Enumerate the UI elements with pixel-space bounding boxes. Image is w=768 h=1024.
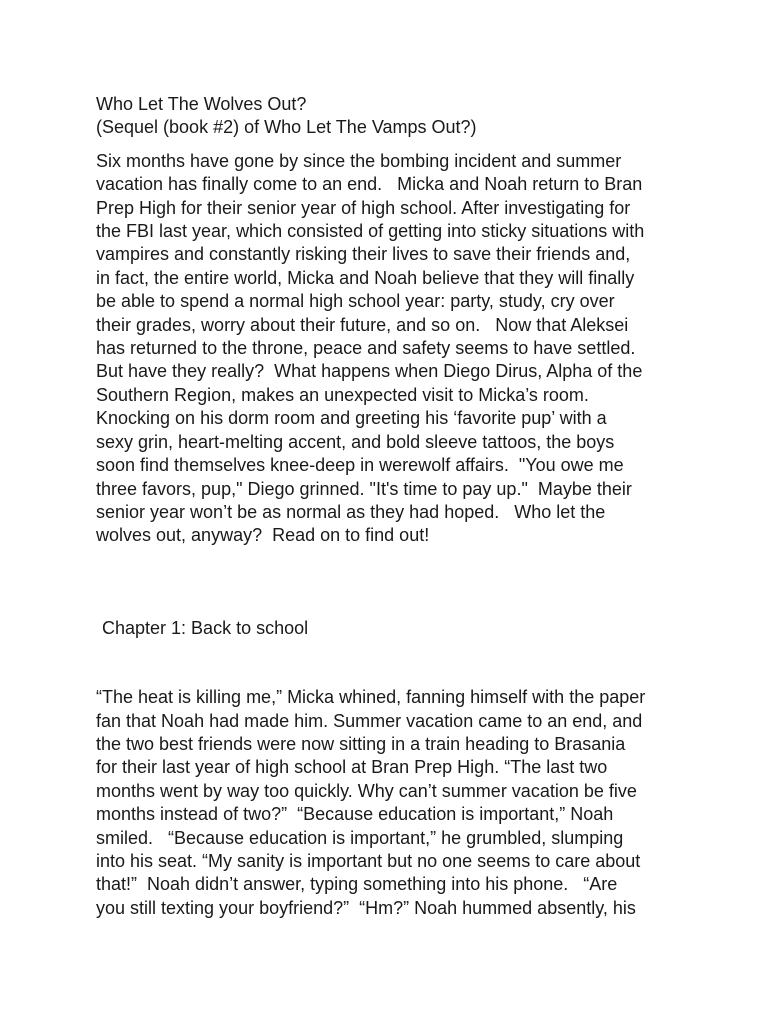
- book-title-block: [96, 93, 676, 140]
- synopsis-line: be able to spend a normal high school year: party, study, cry over: [96, 291, 615, 312]
- chapter-line: months went by way too quickly. Why can’t summer vacation be five: [96, 780, 637, 801]
- chapter-line: “The heat is killing me,” Micka whined, fanning himself with the paper: [96, 687, 646, 708]
- chapter-line: you still texting your boyfriend?” “Hm?” Noah hummed absently, his: [96, 897, 636, 918]
- synopsis-line: vacation has finally come to an end. Micka and Noah return to Bran: [96, 174, 643, 195]
- synopsis-line: Southern Region, makes an unexpected visit to Micka’s room.: [96, 384, 589, 405]
- synopsis-line: Six months have gone by since the bombing incident and summer: [96, 150, 622, 171]
- synopsis-line: Knocking on his dorm room and greeting his ‘favorite pup’ with a: [96, 408, 607, 429]
- synopsis-paragraph: [96, 150, 676, 548]
- chapter-line: for their last year of high school at Bran Prep High. “The last two: [96, 757, 608, 778]
- synopsis-line: soon find themselves knee-deep in werewolf affairs. "You owe me: [96, 455, 624, 476]
- synopsis-line: has returned to the throne, peace and safety seems to have settled.: [96, 338, 636, 359]
- synopsis-line: sexy grin, heart-melting accent, and bold sleeve tattoos, the boys: [96, 431, 615, 452]
- chapter-heading: [102, 617, 676, 640]
- chapter-line: into his seat. “My sanity is important but no one seems to care about: [96, 850, 641, 871]
- synopsis-line: three favors, pup," Diego grinned. "It's time to pay up." Maybe their: [96, 478, 632, 499]
- synopsis-line: Prep High for their senior year of high school. After investigating for: [96, 197, 631, 218]
- chapter-line: the two best friends were now sitting in a train heading to Brasania: [96, 733, 626, 754]
- book-subtitle: (Sequel (book #2) of Who Let The Vamps Out?): [96, 117, 477, 138]
- chapter-title: Chapter 1: Back to school: [102, 617, 309, 638]
- synopsis-line: senior year won’t be as normal as they had hoped. Who let the: [96, 501, 606, 522]
- book-title: Who Let The Wolves Out?: [96, 94, 307, 114]
- chapter-line: fan that Noah had made him. Summer vacation came to an end, and: [96, 710, 643, 731]
- chapter-line: months instead of two?” “Because education is important,” Noah: [96, 804, 614, 825]
- synopsis-line: But have they really? What happens when Diego Dirus, Alpha of the: [96, 361, 643, 382]
- chapter-line: that!” Noah didn’t answer, typing something into his phone. “Are: [96, 874, 618, 895]
- synopsis-line: wolves out, anyway? Read on to find out!: [96, 525, 430, 546]
- chapter-line: smiled. “Because education is important,” he grumbled, slumping: [96, 827, 624, 848]
- synopsis-line: their grades, worry about their future, and so on. Now that Aleksei: [96, 314, 629, 335]
- document-body: [96, 93, 676, 920]
- synopsis-line: the FBI last year, which consisted of getting into sticky situations with: [96, 221, 645, 242]
- chapter-paragraph: [96, 686, 676, 920]
- synopsis-line: in fact, the entire world, Micka and Noah believe that they will finally: [96, 267, 635, 288]
- synopsis-line: vampires and constantly risking their lives to save their friends and,: [96, 244, 631, 265]
